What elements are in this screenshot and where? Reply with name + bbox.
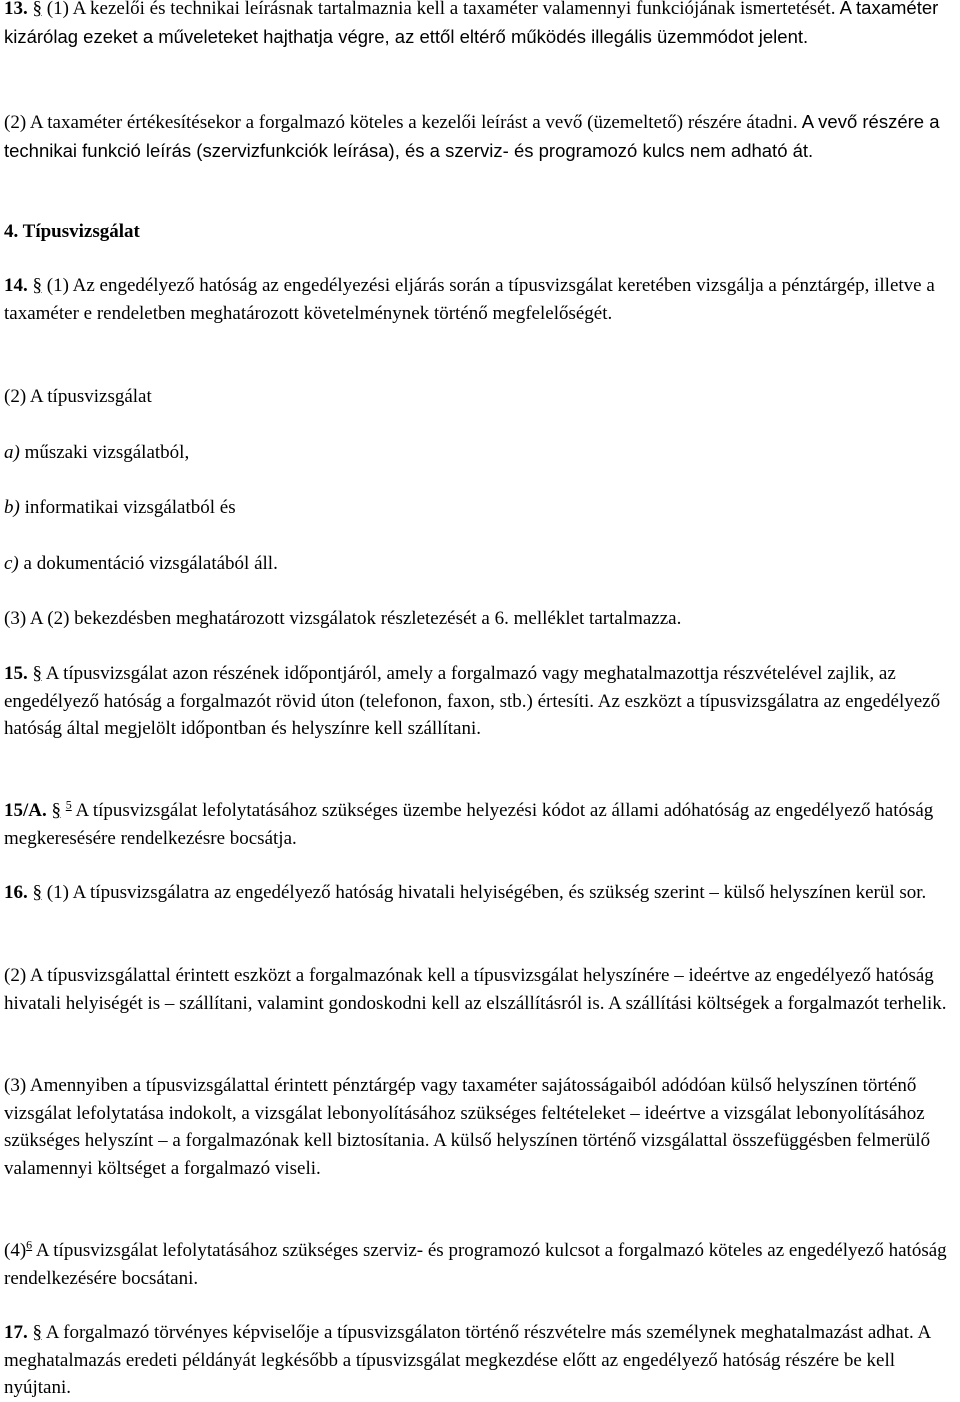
paragraph-16-4	[4, 1237, 956, 1292]
paragraph-15	[4, 660, 956, 743]
section-heading: 4. Típusvizsgálat	[4, 221, 140, 242]
paragraph-text: (1) Az engedélyező hatóság az engedélyezési eljárás során a típusvizsgálat keretében vizsgálja a pénztárgép, illetve a taxaméter e rendeletben meghatározott követelménynek történő megfelelőségét.	[4, 275, 935, 324]
paragraph-text: A típusvizsgálat azon részének időpontjáról, amely a forgalmazó vagy meghatalmazottja részvételével zajlik, az engedélyező hatóság a forgalmazót rövid úton (telefonon, faxon, stb.) értesíti. Az eszközt a típusvizsgálatra az engedélyező hatóság által megjelölt időpontban és helyszínre kell szállítani.	[4, 663, 941, 739]
footnote-link[interactable]: 5	[65, 797, 72, 812]
list-label: b)	[4, 497, 20, 518]
paragraph-text-sans: A vevő részére a technikai funkció leírás (szervizfunkciók leírása), és a szerviz- és programozó kulcs nem adható át.	[4, 111, 940, 161]
paragraph-text: (1) A kezelői és technikai leírásnak tartalmaznia kell a taxaméter valamennyi funkciójának ismertetését.	[42, 0, 836, 19]
footnote-link[interactable]: 6	[26, 1237, 33, 1252]
paragraph-label: (4)	[4, 1240, 27, 1261]
list-label: c)	[4, 553, 19, 574]
paragraph-text: A forgalmazó törvényes képviselője a típusvizsgálaton történő részvételre más személynek meghatalmazást adhat. A meghatalmazás eredeti példányát legkésőbb a típusvizsgálat megkezdése előtt az engedélyező hatóság részére be kell nyújtani.	[4, 1322, 931, 1398]
paragraph-14-3: (3) A (2) bekezdésben meghatározott vizsgálatok részletezését a 6. melléklet tartalmazza.	[4, 608, 682, 629]
paragraph-16-1	[4, 879, 956, 907]
paragraph-13-1	[4, 0, 956, 51]
section-number: 14.	[4, 275, 28, 296]
paragraph-text: A típusvizsgálat lefolytatásához szükséges üzembe helyezési kódot az állami adóhatóság az engedélyező hatóság megkeresésére rendelkezésre bocsátja.	[4, 800, 934, 849]
section-link[interactable]: §	[32, 663, 42, 684]
list-text: informatikai vizsgálatból és	[19, 497, 236, 518]
paragraph-17	[4, 1319, 956, 1402]
section-link[interactable]: §	[32, 275, 42, 296]
section-number: 15.	[4, 663, 28, 684]
paragraph-15a	[4, 797, 956, 852]
section-link[interactable]: §	[32, 0, 42, 19]
paragraph-14-2: (2) A típusvizsgálat	[4, 386, 152, 407]
section-link[interactable]: §	[32, 1322, 42, 1343]
section-number: 13.	[4, 0, 28, 19]
section-link[interactable]: §	[32, 882, 42, 903]
section-link[interactable]: §	[51, 800, 61, 821]
list-text: a dokumentáció vizsgálatából áll.	[18, 553, 278, 574]
paragraph-16-3: (3) Amennyiben a típusvizsgálattal érintett pénztárgép vagy taxaméter sajátosságaiból adódóan külső helyszínen történő vizsgálat lefolytatása indokolt, a vizsgálat lebonyolításához szükséges feltételeket – ideértve a vizsgálat lebonyolításához szükséges helyszínt – a forgalmazónak kell biztosítania. A külső helyszínen történő vizsgálattal összefüggésben felmerülő valamennyi költséget a forgalmazó viseli.	[4, 1075, 931, 1179]
section-number: 15/A.	[4, 800, 47, 821]
paragraph-text: A típusvizsgálat lefolytatásához szükséges szerviz- és programozó kulcsot a forgalmazó köteles az engedélyező hatóság rendelkezésére bocsátani.	[4, 1240, 947, 1289]
list-label: a)	[4, 442, 20, 463]
list-item-c	[4, 550, 956, 578]
section-number: 17.	[4, 1322, 28, 1343]
paragraph-text: (2) A taxaméter értékesítésekor a forgalmazó köteles a kezelői leírást a vevő (üzemeltető) részére átadni.	[4, 112, 798, 133]
paragraph-16-2: (2) A típusvizsgálattal érintett eszközt a forgalmazónak kell a típusvizsgálat helyszínére – ideértve az engedélyező hatóság hivatali helyiségét is – szállítani, valamint gondoskodni kell az elszállításról is. A szállítási költségek a forgalmazót terhelik.	[4, 965, 947, 1014]
section-number: 16.	[4, 882, 28, 903]
list-item-b	[4, 494, 956, 522]
list-item-a	[4, 439, 956, 467]
paragraph-14-1	[4, 272, 956, 327]
paragraph-13-2	[4, 108, 956, 165]
paragraph-text-sans: A taxaméter kizárólag ezeket a műveleteket hajthatja végre, az ettől eltérő működés illegális üzemmódot jelent.	[4, 0, 939, 47]
paragraph-text: (1) A típusvizsgálatra az engedélyező hatóság hivatali helyiségében, és szükség szerint – külső helyszínen kerül sor.	[42, 882, 927, 903]
list-text: műszaki vizsgálatból,	[19, 442, 190, 463]
